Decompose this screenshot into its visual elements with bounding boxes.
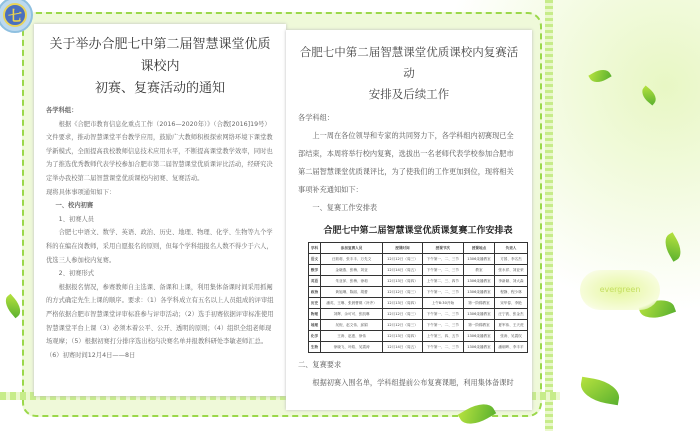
table-cell: 12月12日（周三） [383, 309, 422, 320]
table-cell: 上午第三、四、五节 [422, 331, 463, 342]
table-cell: 黄旭琳、陈丽、胡蕾 [320, 287, 382, 298]
table-cell: 历史 [309, 298, 321, 309]
table-cell: 12月14日（周五） [383, 265, 422, 276]
table-row [309, 309, 528, 320]
table-cell: 1306录播教室 [464, 342, 495, 353]
title-line-2: 初赛、复赛活动的通知 [94, 81, 225, 96]
table-header-row [309, 243, 528, 254]
table-cell: 英语 [309, 276, 321, 287]
table-cell: 政治 [309, 287, 321, 298]
left-document [34, 24, 286, 396]
table-cell: 12月13日（周四） [383, 331, 422, 342]
requirement-paragraph: 根据初赛入围名单，学科组提前公布复赛课题，利用集体备课时 [312, 378, 514, 387]
table-row [309, 276, 528, 287]
table-cell: 语文 [309, 254, 321, 265]
right-doc-title [298, 42, 520, 105]
table-cell: 刘辉、余可可、张凯琳 [320, 309, 382, 320]
table-header-cell: 负责人 [495, 243, 528, 254]
table-cell: 朱亚萍、张梅、徐莉 [320, 276, 382, 287]
table-header-cell: 学科 [309, 243, 321, 254]
table-cell: 下午第一、二、三节 [422, 265, 463, 276]
table-cell: 程静、程少林 [495, 287, 528, 298]
table-header-cell: 授课节次 [422, 243, 463, 254]
left-doc-title [46, 34, 274, 100]
table-cell: 下午第一、二、三节 [422, 254, 463, 265]
table-row [309, 265, 528, 276]
table-cell: 方园、李名杰 [495, 254, 528, 265]
table-cell: 徐晓飞、叶皓、吴震涛 [320, 342, 382, 353]
table-cell: 上午第二、三、四节 [422, 276, 463, 287]
table-cell: 王涛、赵惠、徐伟 [320, 331, 382, 342]
item-heading: 2、初赛形式 [58, 270, 95, 278]
notice-line: 现将具体事项通知如下： [46, 188, 116, 196]
table-cell: 1306录播教室 [464, 254, 495, 265]
heart-decoration: evergreen [580, 270, 660, 310]
table-cell: 1306录播教室 [464, 309, 495, 320]
table-cell: 1306录播教室 [464, 331, 495, 342]
table-cell: 吴倪、赵文伟、邱娟 [320, 320, 382, 331]
section-heading: 二、复赛要求 [298, 360, 342, 369]
table-cell: 张涛、吴震权 [495, 331, 528, 342]
table-cell: 化学 [309, 331, 321, 342]
table-cell: 数学 [309, 265, 321, 276]
table-cell: 下午第一、二、三节 [422, 342, 463, 353]
table-cell: 第一阶梯教室 [464, 298, 495, 309]
right-document [286, 30, 532, 410]
table-cell: 潘英、王琳、张晨曹瑛（补齐） [320, 298, 382, 309]
table-cell: 李新颖、刘大森 [495, 276, 528, 287]
table-cell: 1306录播教室 [464, 276, 495, 287]
table-cell: 下午第一、二、三节 [422, 309, 463, 320]
intro-paragraph: 根据《合肥市教育信息化重点工作（2016—2020年）》（合教[2016]19号）文件要求，推动智慧课堂平台教学应用，鼓励广大教师积极探索网络环境下课堂教学新模式，全面提高我校教师信息技术应用水平，不断提高课堂教学效率，同时也为了推选优秀教师代表学校参加合肥市第二届智慧课堂优质课评比活动，经研究决定举办我校第二届智慧课堂优质课校内初赛、复赛活动。 [46, 120, 273, 182]
table-cell: 1306录播教室 [464, 287, 495, 298]
table-cell: 生物 [309, 342, 321, 353]
table-cell: 12月12日（周三） [383, 287, 422, 298]
salutation: 各学科组： [46, 107, 78, 114]
table-cell: 下午第一、二、三节 [422, 287, 463, 298]
table-row [309, 342, 528, 353]
table-cell: 12月13日（周四） [383, 298, 422, 309]
table-cell: 12月12日（周三） [383, 254, 422, 265]
title-line-1: 合肥七中第二届智慧课堂优质课校内复赛活动 [299, 45, 519, 80]
section-heading: 一、校内初赛 [55, 202, 94, 210]
table-cell: 下午第一、二、三节 [422, 320, 463, 331]
table-row [309, 320, 528, 331]
school-logo: 七 [0, 0, 33, 33]
title-line-1: 关于举办合肥七中第二届智慧课堂优质课校内 [49, 37, 271, 74]
table-header-cell: 参加复赛人员 [320, 243, 382, 254]
table-cell: 物理 [309, 309, 321, 320]
table-cell: 宋华春、李艳 [495, 298, 528, 309]
title-line-2: 安排及后续工作 [368, 87, 450, 101]
table-header-cell: 授课地点 [464, 243, 495, 254]
table-cell: 上午8:30开始 [422, 298, 463, 309]
table-cell: 金晓燕、张梅、刘亚 [320, 265, 382, 276]
table-header-cell: 授课时间 [383, 243, 422, 254]
table-row [309, 254, 528, 265]
schedule-table [308, 220, 528, 353]
table-cell: 地理 [309, 320, 321, 331]
salutation: 各学科组： [298, 113, 334, 122]
intro-paragraph: 上一周在各位领导和专家的共同努力下，各学科组内初赛现已全部结束，本周将举行校内复赛，选拔出一名老师代表学校参加合肥市第二届智慧课堂优质课评比，为了使我们的工作更加到位，现将相关事项补充通知如下： [298, 131, 514, 194]
section-heading: 一、复赛工作安排表 [312, 203, 378, 212]
table-cell: 汪宁波、张金杰 [495, 309, 528, 320]
table-cell: 夏军伟、王天虎 [495, 320, 528, 331]
table-caption: 合肥七中第二届智慧课堂优质课复赛工作安排表 [323, 226, 513, 236]
table-cell: 教室 [464, 265, 495, 276]
item-heading: 1、初赛人员 [58, 215, 95, 223]
item-heading: （6）初赛时间12月4日——8日 [46, 351, 136, 359]
table-row [309, 331, 528, 342]
item-paragraph: 合肥七中语文、数学、英语、政治、历史、地理、物理、化学、生物等九个学科的在编在岗教师，采用自愿报名的原则，但每个学科组报名人数不得少于六人，优选三人参加校内复赛。 [46, 229, 273, 264]
table-row [309, 287, 528, 298]
item-paragraph: 根据报名情况，参赛教师自主选课、备课和上课，利用集体备课时间采用抓阄的方式确定先生上课的顺序。要求：（1）各学科成立有五名以上人员组成的评审组严格依据合肥市智慧课堂评审标准参与评审活动；（2）选手初赛依据评审标准使用智慧课堂平台上课（3）必须本着公平、公开、透明的原则；（4）组织全组老师现场观摩；（5）根据初赛打分排序选出校内决赛名单并报教科研处李敏老师汇总。 [46, 283, 274, 346]
table-row [309, 298, 528, 309]
table-cell: 张永祥、刘亚荣 [495, 265, 528, 276]
table-cell: 汪莉莉、张丰丰、万先文 [320, 254, 382, 265]
table-cell: 12月14日（周五） [383, 342, 422, 353]
table-cell: 第一阶梯教室 [464, 320, 495, 331]
table-cell: 12月13日（周四） [383, 276, 422, 287]
table-cell: 12月12日（周三） [383, 320, 422, 331]
table-cell: 潘朝晖、李丰平 [495, 342, 528, 353]
decorative-vertical-band [545, 0, 553, 431]
